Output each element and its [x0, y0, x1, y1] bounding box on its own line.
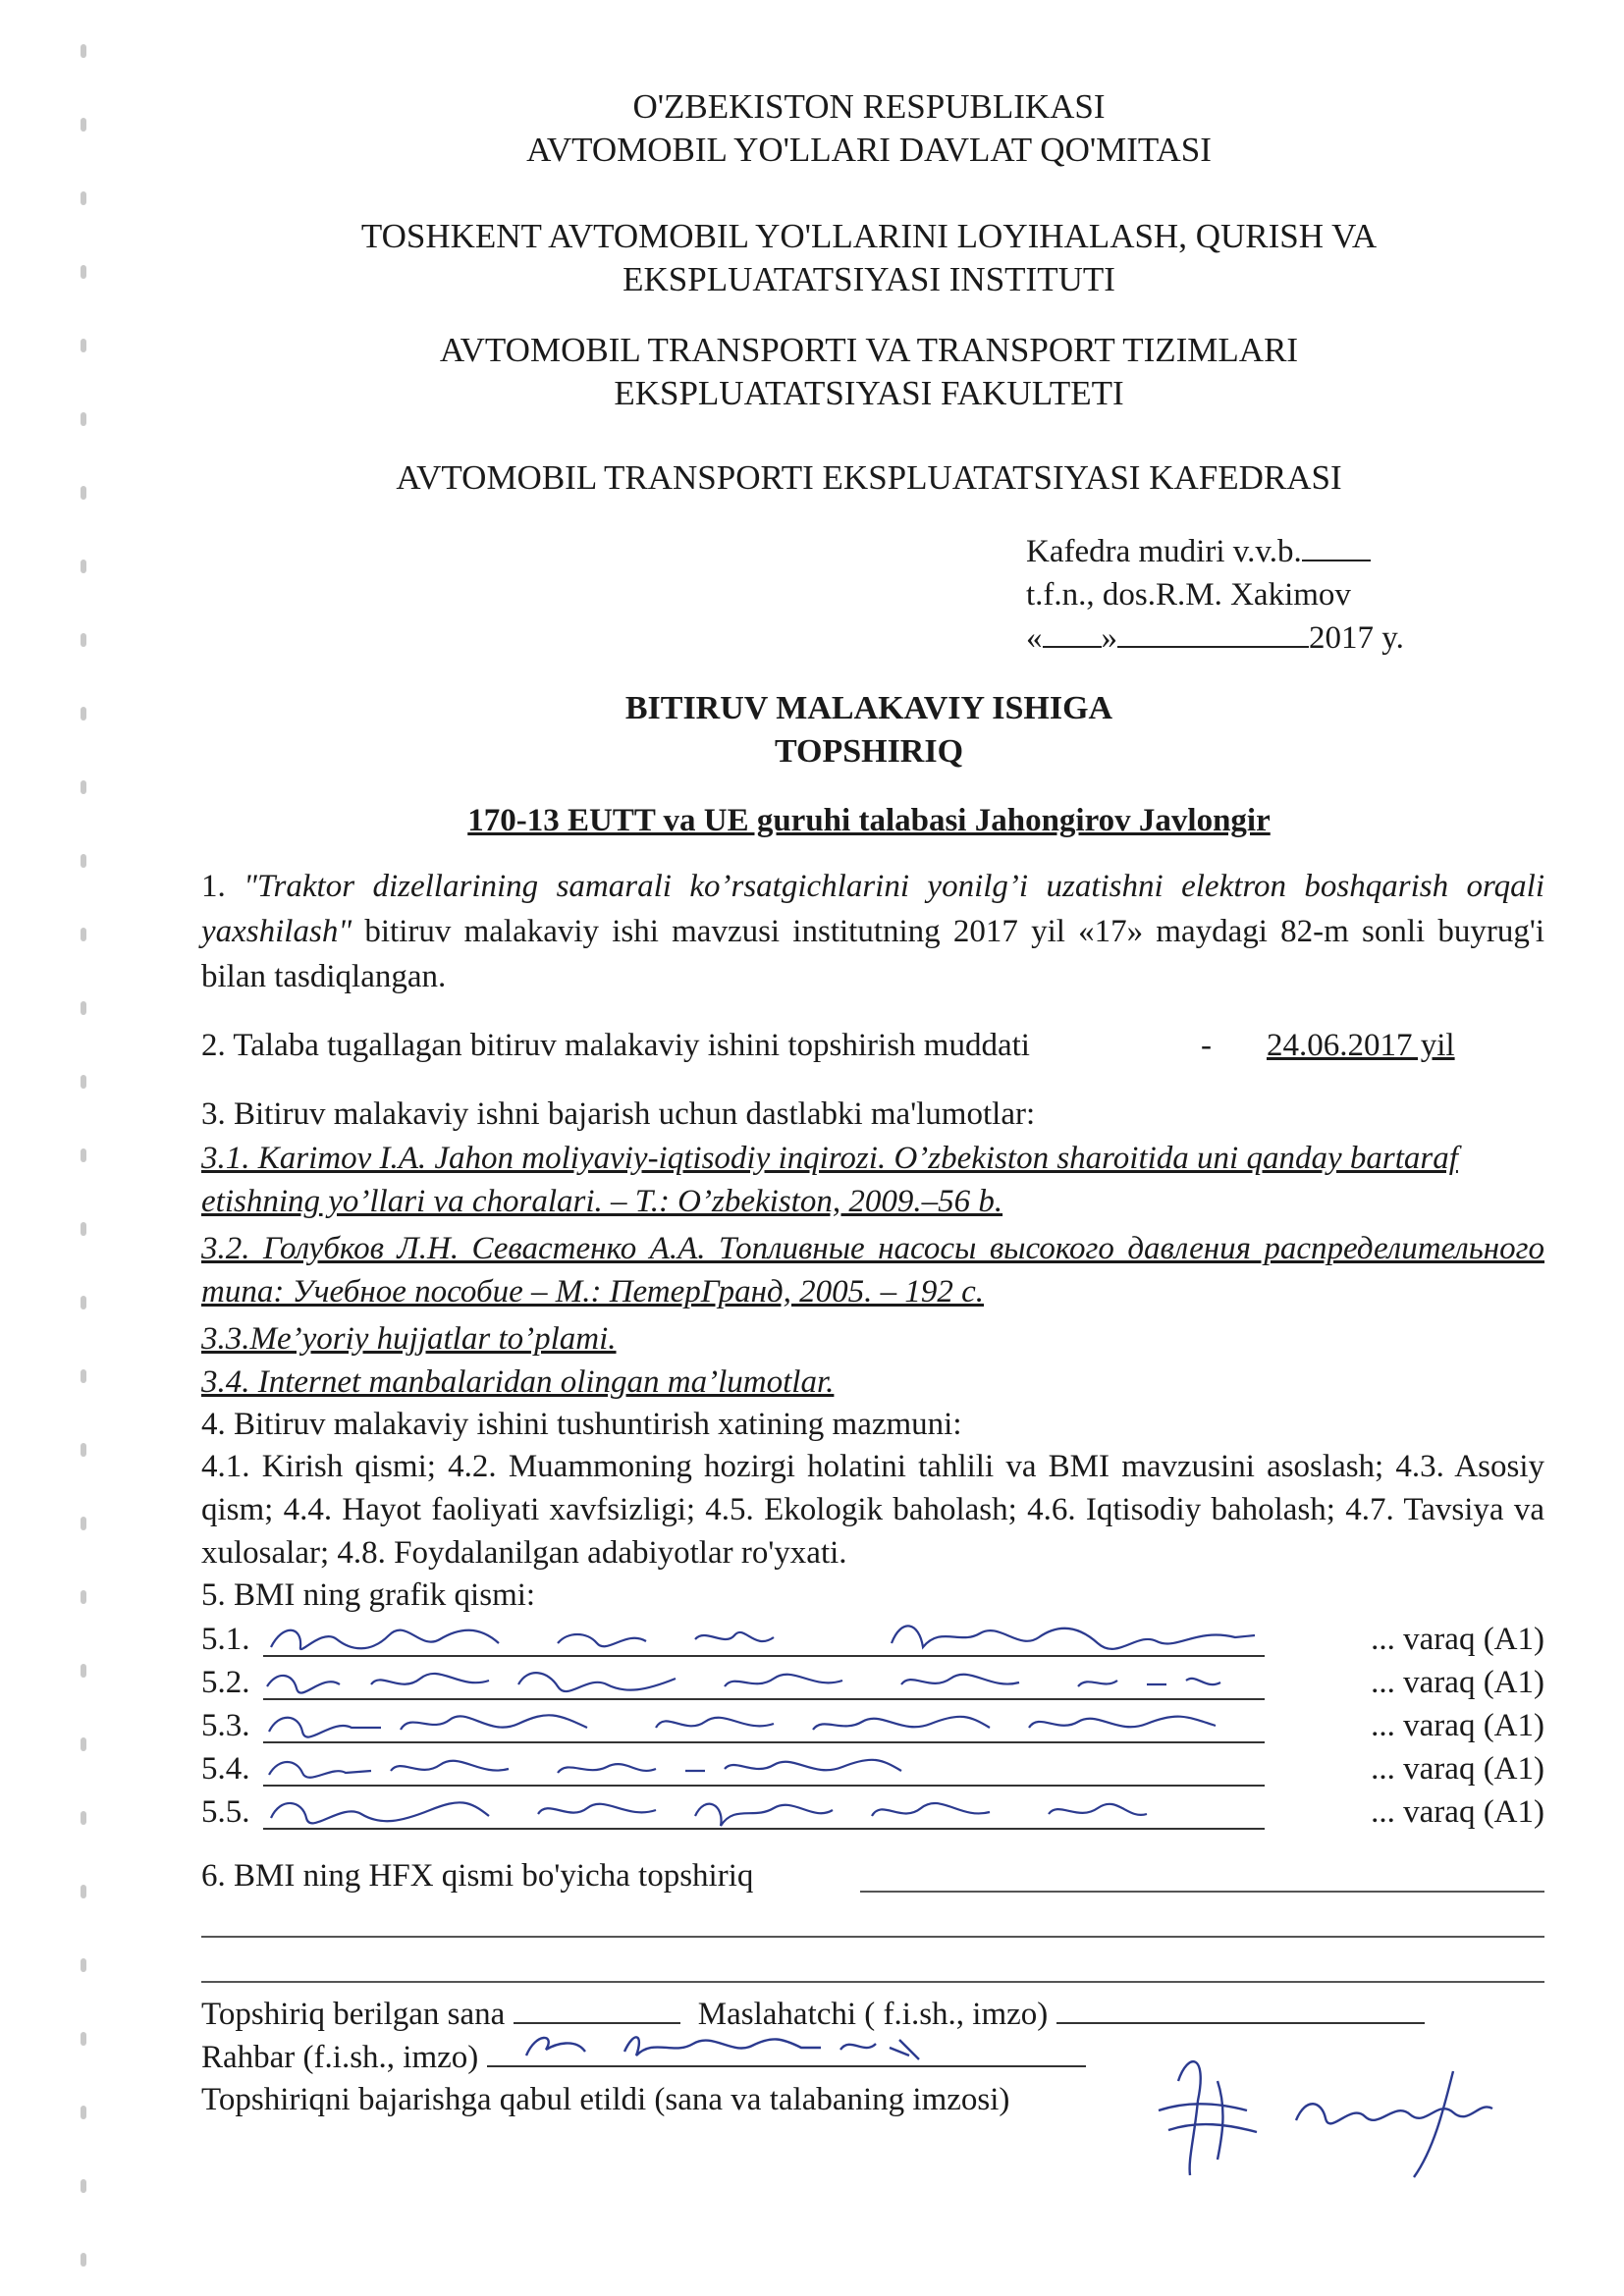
item-4-body: 4.1. Kirish qismi; 4.2. Muammoning hozirgi holatini tahlili va BMI mavzusini asoslash; 4.3. Asosiy qism; 4.4. Hayot faoliyati xavfsizligi; 4.5. Ekologik baholash; 4.6. Iqtisodiy baholash; 4.7. Tavsiya va xulosalar; 4.8. Foydalanilgan adabiyotlar ro'yxati. — [201, 1449, 1544, 1571]
binding-hole — [81, 118, 86, 132]
supervisor-signature-blank — [487, 2036, 1086, 2067]
binding-hole — [81, 707, 86, 721]
reference-2: 3.2. Голубков Л.Н. Севастенко А.А. Топливные насосы высокого давления распределительного типа: Учебное пособие – М.: ПетерГранд, 2005. – 192 с. — [201, 1231, 1544, 1309]
graphic-sheet-2: 5.2. ... varaq (A1) — [201, 1661, 1544, 1704]
item-6-blank-2 — [201, 1936, 1544, 1938]
binding-hole — [81, 1296, 86, 1309]
binding-hole — [81, 1148, 86, 1162]
issued-date-blank — [514, 1993, 680, 2024]
header-faculty-line2: EKSPLUATATSIYASI FAKULTETI — [614, 374, 1124, 412]
binding-hole — [81, 1001, 86, 1015]
binding-hole — [81, 1222, 86, 1236]
reference-3: 3.3.Me’yoriy hujjatlar to’plami. — [201, 1321, 617, 1357]
item-6-heading: 6. BMI ning HFX qismi bo'yicha topshiriq — [201, 1858, 754, 1894]
item-4-heading: 4. Bitiruv malakaviy ishini tushuntirish xatining mazmuni: — [201, 1407, 962, 1442]
student-acceptance-row: Topshiriqni bajarishga qabul etildi (sana va talabaning imzosi) — [201, 2082, 1010, 2117]
item-6-blank-1 — [860, 1891, 1544, 1893]
handwritten-sheet-title — [263, 1790, 1265, 1830]
binding-hole — [81, 2032, 86, 2046]
deadline-date: 24.06.2017 yil — [1267, 1028, 1455, 1063]
document-title-line1: BITIRUV MALAKAVIY ISHIGA — [624, 690, 1113, 726]
handwriting-scribble — [263, 1704, 1265, 1747]
approval-name: t.f.n., dos.R.M. Xakimov — [1026, 577, 1351, 613]
graphic-sheet-1: 5.1. ... varaq (A1) — [201, 1618, 1544, 1661]
binding-hole — [81, 1885, 86, 1898]
binding-hole — [81, 1517, 86, 1530]
header-committee: AVTOMOBIL YO'LLARI DAVLAT QO'MITASI — [526, 131, 1212, 169]
binding-hole — [81, 265, 86, 279]
binding-hole — [81, 854, 86, 868]
binding-hole — [81, 1811, 86, 1825]
binding-hole — [81, 780, 86, 794]
binding-hole — [81, 44, 86, 58]
handwriting-scribble — [263, 1790, 1265, 1834]
handwritten-sheet-title — [263, 1618, 1265, 1657]
handwriting-scribble — [263, 1747, 1265, 1790]
handwriting-scribble — [263, 1661, 1265, 1704]
binding-hole — [81, 339, 86, 352]
student-signature — [1119, 2042, 1532, 2179]
item-3-heading: 3. Bitiruv malakaviy ishni bajarish uchun dastlabki ma'lumotlar: — [201, 1096, 1036, 1132]
binding-margin — [0, 0, 93, 2296]
binding-hole — [81, 412, 86, 426]
supervisor-row: Rahbar (f.i.sh., imzo) — [201, 2036, 1086, 2078]
item-6-blank-3 — [201, 1981, 1544, 1983]
header-country: O'ZBEKISTON RESPUBLIKASI — [632, 87, 1106, 126]
reference-4: 3.4. Internet manbalaridan olingan ma’lumotlar. — [201, 1364, 835, 1400]
handwritten-sheet-title — [263, 1661, 1265, 1700]
item-1-topic: 1. "Traktor dizellarining samarali ko’rsatgichlarini yonilg’i uzatishni elektron boshqarish orqali yaxshilash" bitiruv malakaviy ishi mavzusi institutning 2017 yil «17» maydagi 82-m sonli buyrug'i bilan tasdiqlangan. — [201, 869, 1544, 994]
approval-signature-blank — [1302, 530, 1371, 561]
approval-date: « » 2017 y. — [1026, 616, 1404, 660]
handwritten-sheet-title — [263, 1704, 1265, 1743]
handwritten-sheet-title — [263, 1747, 1265, 1787]
graphic-sheet-5: 5.5. ... varaq (A1) — [201, 1790, 1544, 1834]
reference-1: 3.1. Karimov I.A. Jahon moliyaviy-iqtisodiy inqirozi. O’zbekiston sharoitida uni qanday bartaraf etishning yo’llari va choralari. – T.: O’zbekiston, 2009.–56 b. — [201, 1141, 1458, 1219]
handwriting-scribble — [263, 1618, 1265, 1661]
binding-hole — [81, 191, 86, 205]
approval-day-blank — [1043, 616, 1102, 648]
binding-hole — [81, 1369, 86, 1383]
item-5-heading: 5. BMI ning grafik qismi: — [201, 1577, 536, 1613]
student-line: 170-13 EUTT va UE guruhi talabasi Jahongirov Javlongir — [467, 803, 1271, 838]
binding-hole — [81, 1664, 86, 1678]
binding-hole — [81, 1737, 86, 1751]
header-department: AVTOMOBIL TRANSPORTI EKSPLUATATSIYASI KAFEDRASI — [396, 458, 1342, 497]
consultant-signature-blank — [1056, 1993, 1425, 2024]
binding-hole — [81, 486, 86, 500]
graphic-sheet-4: 5.4. ... varaq (A1) — [201, 1747, 1544, 1790]
document-title-line2: TOPSHIRIQ — [774, 733, 964, 770]
binding-hole — [81, 2179, 86, 2193]
binding-hole — [81, 1958, 86, 1972]
binding-hole — [81, 2106, 86, 2119]
approval-month-blank — [1117, 616, 1309, 648]
approval-head: Kafedra mudiri v.v.b. — [1026, 530, 1371, 573]
header-faculty-line1: AVTOMOBIL TRANSPORTI VA TRANSPORT TIZIMLARI — [439, 331, 1299, 369]
binding-hole — [81, 1443, 86, 1457]
graphic-sheet-3: 5.3. ... varaq (A1) — [201, 1704, 1544, 1747]
binding-hole — [81, 1590, 86, 1604]
header-institute-line1: TOSHKENT AVTOMOBIL YO'LLARINI LOYIHALASH, QURISH VA — [360, 217, 1378, 255]
binding-hole — [81, 560, 86, 573]
item-2-deadline: 2. Talaba tugallagan bitiruv malakaviy ishini topshirish muddati - 24.06.2017 yil — [201, 1025, 1544, 1066]
issued-date-row: Topshiriq berilgan sana Maslahatchi ( f.i.sh., imzo) — [201, 1993, 1425, 2035]
binding-hole — [81, 2253, 86, 2267]
header-institute-line2: EKSPLUATATSIYASI INSTITUTI — [623, 260, 1115, 298]
binding-hole — [81, 1075, 86, 1089]
binding-hole — [81, 928, 86, 941]
thesis-topic: "Traktor dizellarining samarali ko’rsatgichlarini yonilg’i uzatishni elektron boshqarish orqali yaxshilash" — [201, 869, 1544, 949]
binding-hole — [81, 633, 86, 647]
supervisor-signature — [487, 2026, 1086, 2065]
